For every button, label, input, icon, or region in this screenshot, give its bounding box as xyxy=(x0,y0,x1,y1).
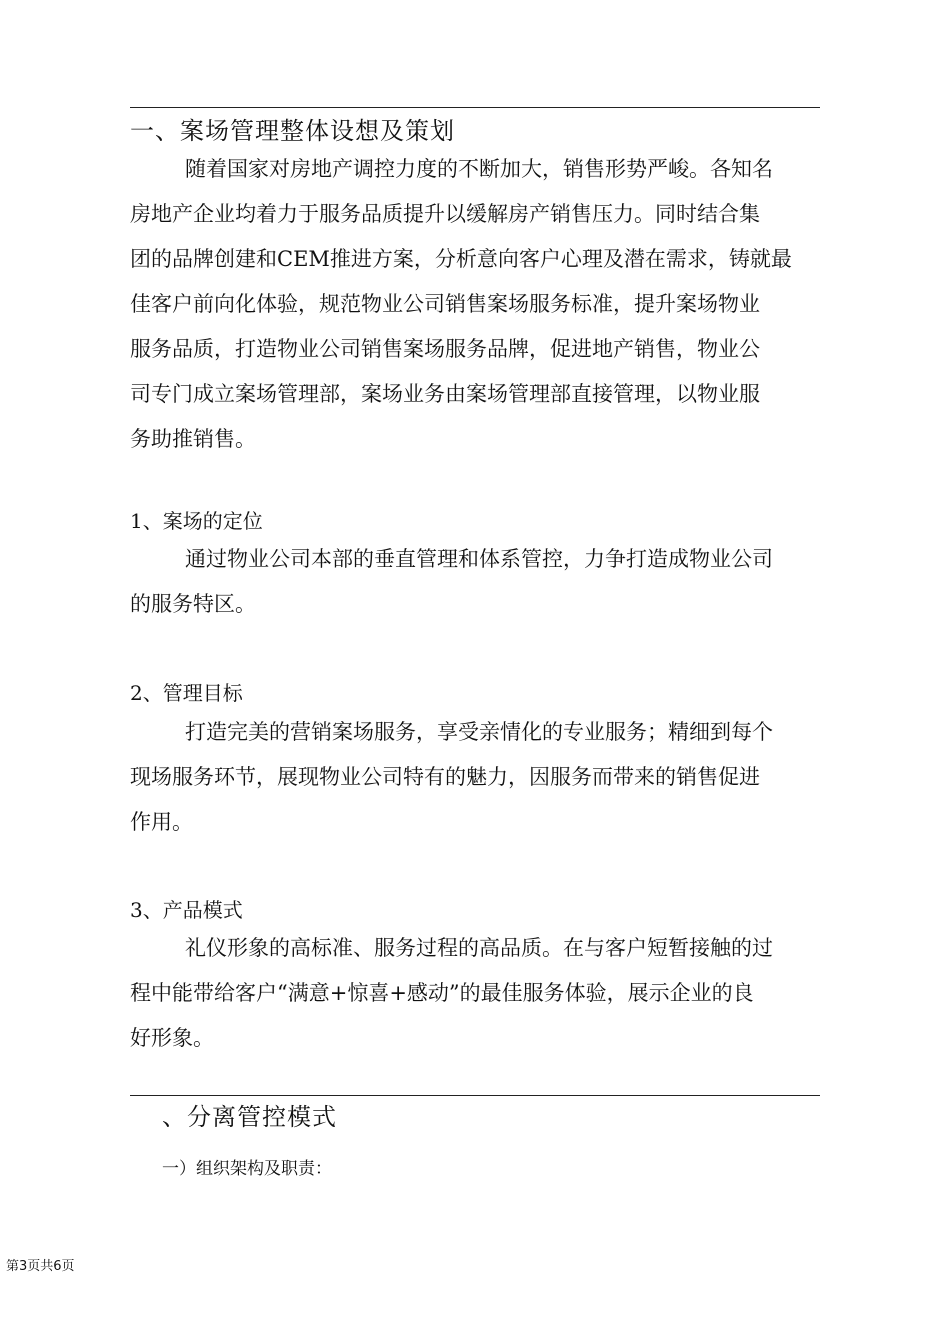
text-line: 程中能带给客户“满意+惊喜+感动”的最佳服务体验，展示企业的良 xyxy=(130,981,754,1005)
text-line: 现场服务环节，展现物业公司特有的魅力，因服务而带来的销售促进 xyxy=(130,765,760,789)
page-footer: 第3页共6页 xyxy=(6,1259,75,1274)
text-line: 随着国家对房地产调控力度的不断加大，销售形势严峻。各知名 xyxy=(185,157,773,181)
subheading-org-structure: 一）组织架构及职责： xyxy=(162,1159,332,1179)
section-title-2: 、分离管控模式 xyxy=(162,1103,337,1131)
text-line: 好形象。 xyxy=(130,1026,214,1050)
text-line: 服务品质，打造物业公司销售案场服务品牌，促进地产销售，物业公 xyxy=(130,337,760,361)
text-line: 打造完美的营销案场服务，享受亲情化的专业服务；精细到每个 xyxy=(185,720,773,744)
item-paragraph-goals xyxy=(130,710,822,845)
section-rule xyxy=(130,1095,820,1096)
text-line: 通过物业公司本部的垂直管理和体系管控，力争打造成物业公司 xyxy=(185,547,773,571)
item-paragraph-product-model xyxy=(130,926,822,1061)
text-line: 佳客户前向化体验，规范物业公司销售案场服务标准，提升案场物业 xyxy=(130,292,760,316)
item-paragraph-positioning xyxy=(130,537,822,627)
text-line: 礼仪形象的高标准、服务过程的高品质。在与客户短暂接触的过 xyxy=(185,936,773,960)
item-heading-positioning: 1、案场的定位 xyxy=(130,509,263,533)
intro-paragraph xyxy=(130,147,822,462)
text-line: 务助推销售。 xyxy=(130,427,256,451)
text-line: 房地产企业均着力于服务品质提升以缓解房产销售压力。同时结合集 xyxy=(130,202,760,226)
text-line: 的服务特区。 xyxy=(130,592,256,616)
section-title: 一、案场管理整体设想及策划 xyxy=(130,117,455,145)
top-rule xyxy=(130,107,820,108)
item-heading-goals: 2、管理目标 xyxy=(130,681,243,705)
item-heading-product-model: 3、产品模式 xyxy=(130,898,243,922)
text-line: 团的品牌创建和CEM推进方案，分析意向客户心理及潜在需求，铸就最 xyxy=(130,247,792,271)
text-line: 司专门成立案场管理部，案场业务由案场管理部直接管理，以物业服 xyxy=(130,382,760,406)
text-line: 作用。 xyxy=(130,810,193,834)
